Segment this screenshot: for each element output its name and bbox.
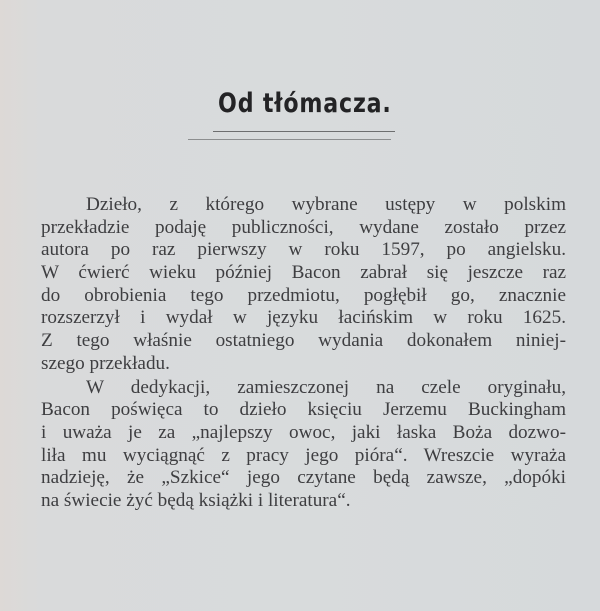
text-line: na świecie żyć będą książki i literatura“.: [41, 489, 351, 511]
paragraph-1: [41, 194, 566, 376]
text-line: rozszerzył i wydał w języku łacińskim w roku 1625.: [41, 307, 566, 329]
text-line: i uważa je za „najlepszy owoc, jaki łaska Boża dozwo-: [41, 421, 566, 443]
text-line: W ćwierć wieku później Bacon zabrał się jeszcze raz: [41, 262, 566, 284]
text-line: autora po raz pierwszy w roku 1597, po angielsku.: [41, 239, 566, 261]
text-line: Bacon poświęca to dzieło księciu Jerzemu Buckingham: [41, 399, 566, 421]
text-line: Z tego właśnie ostatniego wydania dokonałem niniej-: [41, 330, 566, 352]
heading-underline-top: [213, 131, 395, 132]
paragraph-2: [41, 377, 566, 513]
heading-title: Od tłómacza.: [218, 88, 392, 119]
text-line: nadzieję, że „Szkice“ jego czytane będą zawsze, „dopóki: [41, 467, 566, 489]
body-text: [41, 194, 566, 513]
text-line: W dedykacji, zamieszczonej na czele oryginału,: [86, 376, 566, 398]
text-line: do obrobienia tego przedmiotu, pogłębił go, znacznie: [41, 284, 566, 306]
text-line: liła mu wyciągnąć z pracy jego pióra“. Wreszcie wyraża: [41, 444, 566, 466]
chapter-heading: [0, 88, 600, 119]
text-line: przekładzie podaję publiczności, wydane zostało przez: [41, 216, 566, 238]
text-line: Dzieło, z którego wybrane ustępy w polskim: [86, 194, 566, 215]
text-line: szego przekładu.: [41, 352, 170, 374]
heading-underline-bottom: [188, 139, 391, 140]
